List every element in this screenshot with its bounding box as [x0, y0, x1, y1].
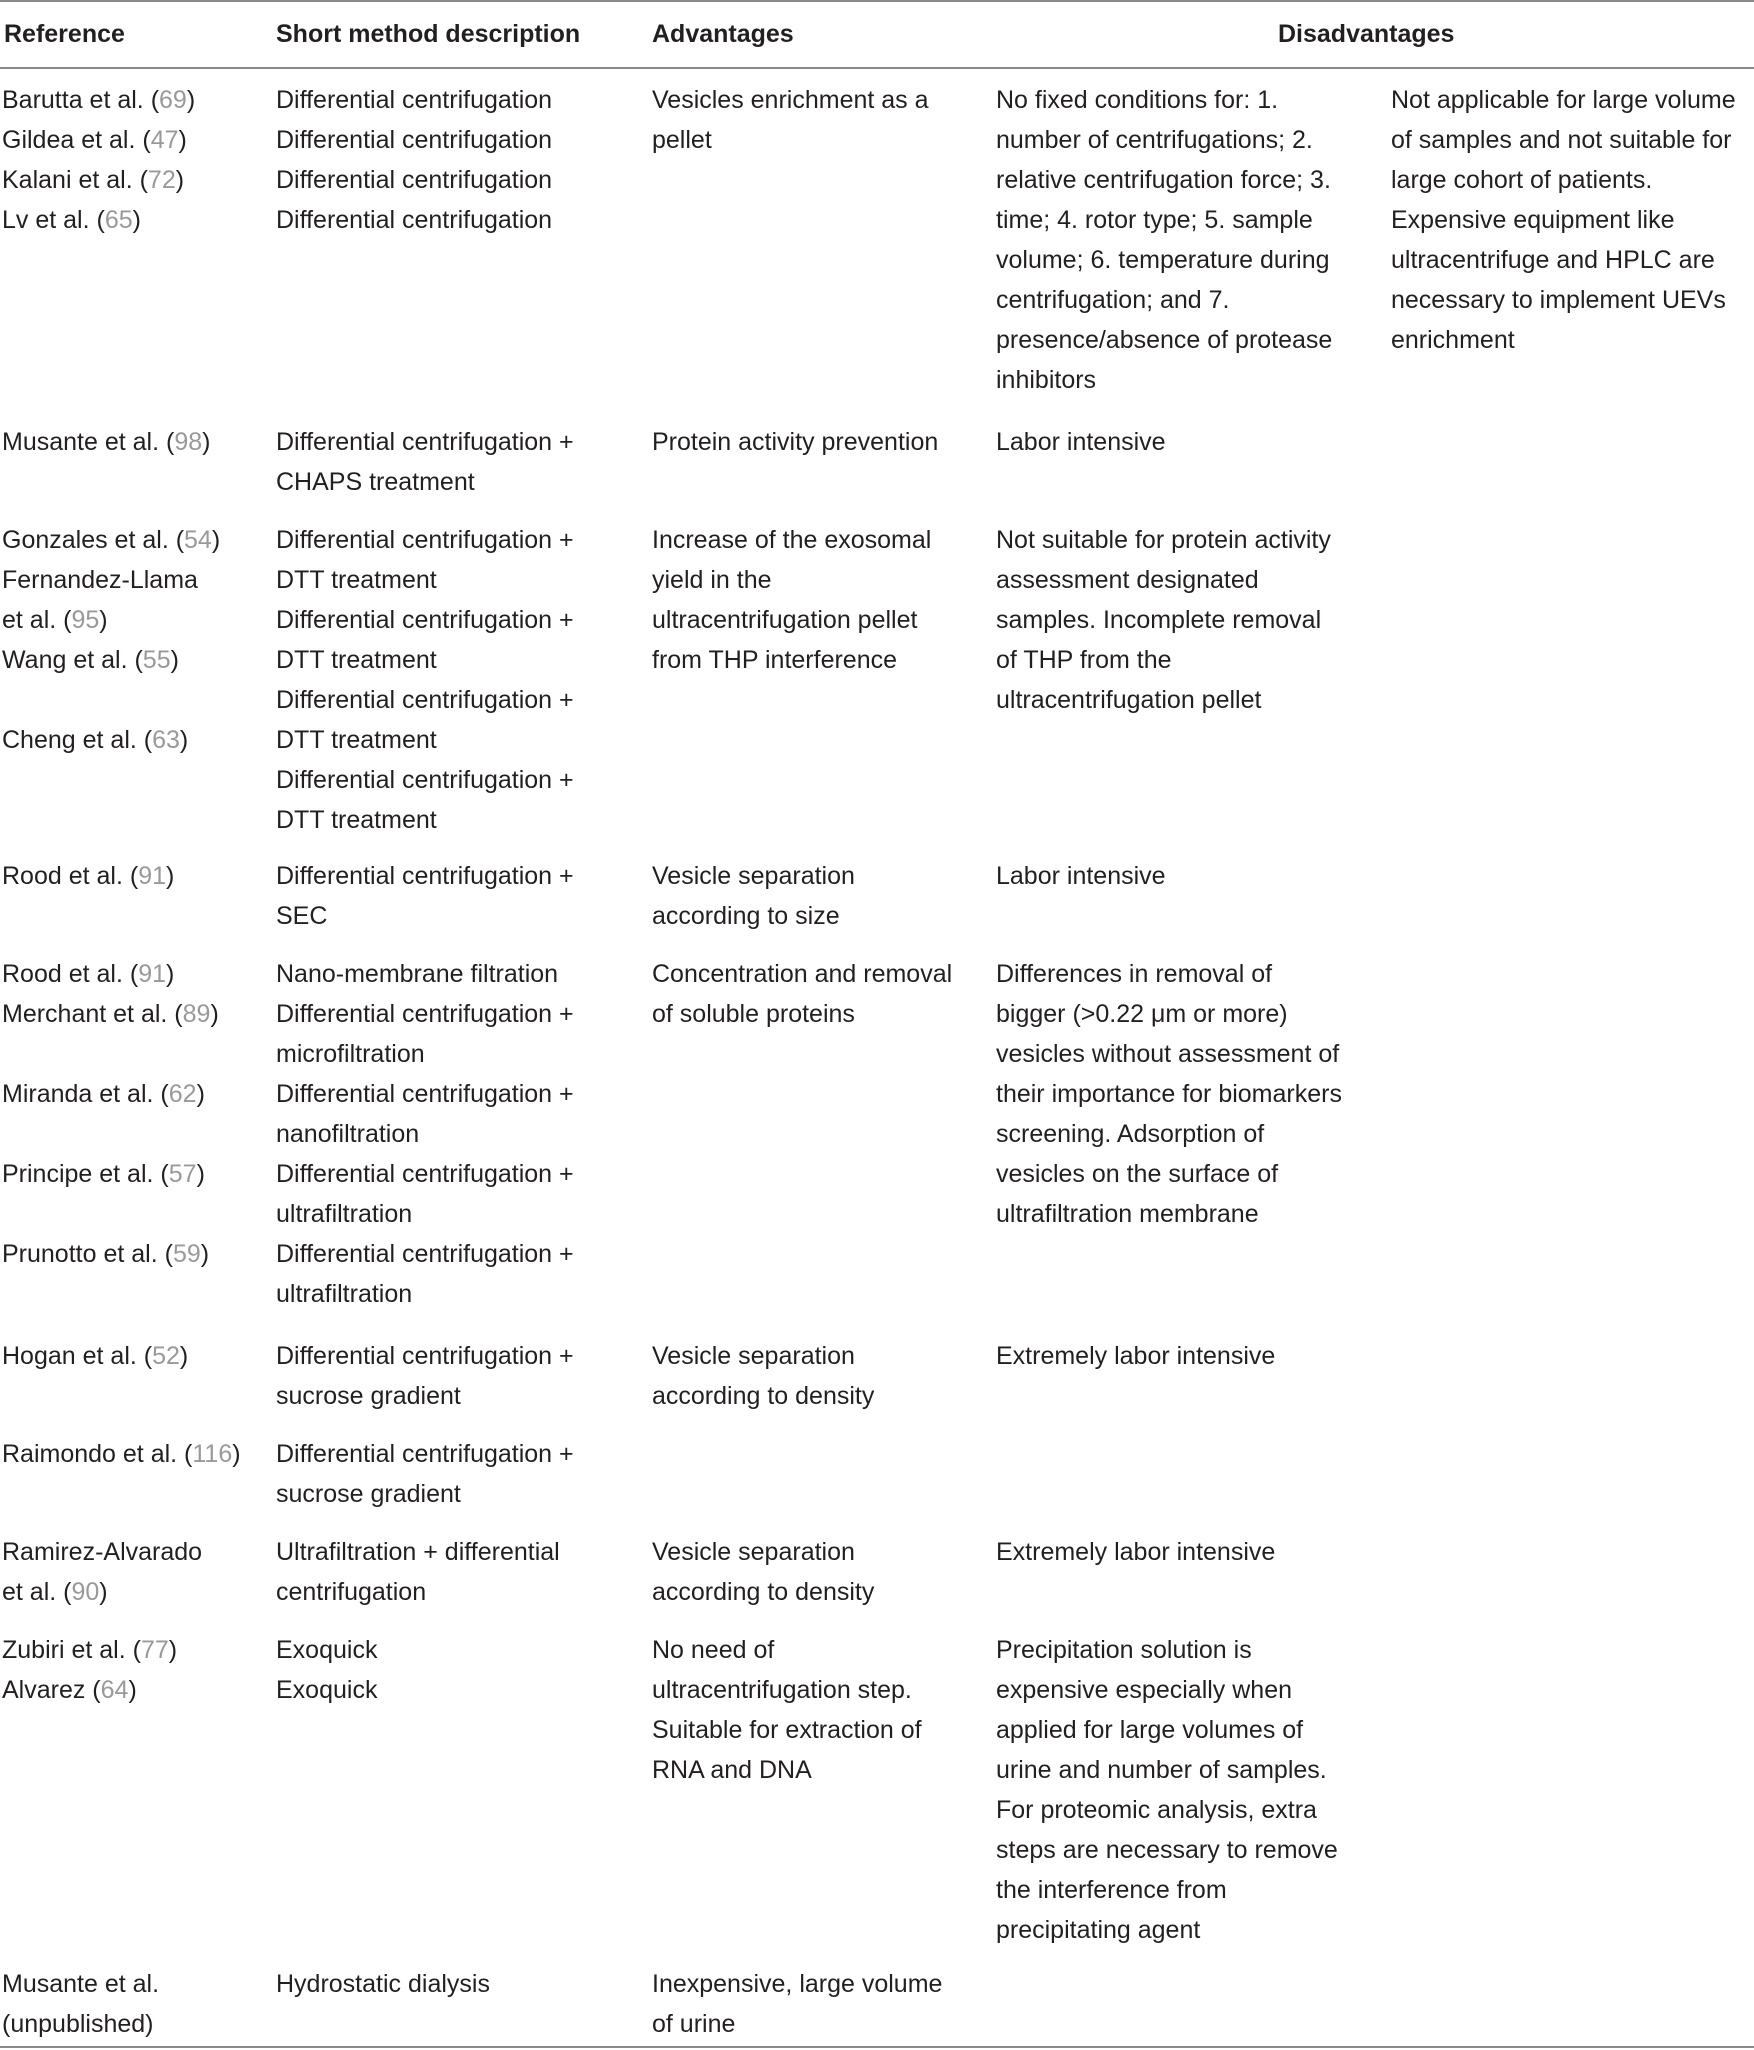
reference-number-link[interactable]: 55	[142, 646, 171, 674]
reference-cell	[2, 520, 220, 560]
reference-cell	[2, 1336, 188, 1376]
reference-cell	[2, 856, 174, 896]
disadv-line: their importance for biomarkers	[996, 1080, 1342, 1108]
disadv-line: assessment designated	[996, 566, 1259, 594]
reference-number-link[interactable]: 72	[147, 166, 176, 194]
header-rule	[0, 67, 1754, 69]
reference-author: Ramirez-Alvarado	[2, 1538, 203, 1566]
disadv2-line: necessary to implement UEVs	[1391, 286, 1726, 314]
reference-number-link[interactable]: 89	[182, 1000, 211, 1028]
reference-close-paren: )	[128, 1676, 137, 1704]
reference-author: Principe et al. (	[2, 1160, 169, 1188]
disadv-line: volume; 6. temperature during	[996, 246, 1330, 274]
reference-cell	[2, 600, 108, 640]
method-line: Differential centrifugation +	[276, 766, 574, 794]
reference-cell	[2, 1630, 177, 1670]
reference-number-link[interactable]: 69	[159, 86, 187, 114]
adv-line: Vesicle separation	[652, 862, 855, 890]
adv-line: Increase of the exosomal	[652, 526, 932, 554]
reference-author: Kalani et al. (	[2, 166, 148, 194]
method-line: Hydrostatic dialysis	[276, 1970, 490, 1998]
reference-author: Raimondo et al. (	[2, 1440, 193, 1468]
method-line: Exoquick	[276, 1636, 378, 1664]
disadv-line: inhibitors	[996, 366, 1097, 394]
method-line: DTT treatment	[276, 646, 437, 674]
reference-close-paren: )	[196, 1080, 205, 1108]
disadv-line: relative centrifugation force; 3.	[996, 166, 1331, 194]
reference-author: Wang et al. (	[2, 646, 143, 674]
disadv2-line: ultracentrifuge and HPLC are	[1391, 246, 1715, 274]
reference-author: (unpublished)	[2, 2010, 154, 2038]
reference-close-paren: )	[202, 428, 211, 456]
adv-line: No need of	[652, 1636, 775, 1664]
reference-number-link[interactable]: 47	[150, 126, 179, 154]
reference-close-paren: )	[166, 862, 175, 890]
disadv-line: screening. Adsorption of	[996, 1120, 1265, 1148]
disadv-line: centrifugation; and 7.	[996, 286, 1230, 314]
reference-number-link[interactable]: 116	[192, 1440, 233, 1468]
reference-cell	[2, 954, 174, 994]
reference-author: Musante et al. (	[2, 428, 175, 456]
method-line: Differential centrifugation +	[276, 686, 574, 714]
disadv-line: Precipitation solution is	[996, 1636, 1252, 1664]
reference-close-paren: )	[166, 960, 175, 988]
reference-cell	[2, 1964, 159, 2004]
disadv-line: applied for large volumes of	[996, 1716, 1304, 1744]
disadv-line: steps are necessary to remove	[996, 1836, 1338, 1864]
disadv-line: Differences in removal of	[996, 960, 1273, 988]
method-line: Differential centrifugation +	[276, 526, 574, 554]
reference-author: Miranda et al. (	[2, 1080, 169, 1108]
disadv-line: Labor intensive	[996, 428, 1166, 456]
disadv-line: vesicles without assessment of	[996, 1040, 1340, 1068]
method-line: CHAPS treatment	[276, 468, 475, 496]
adv-line: pellet	[652, 126, 712, 154]
adv-line: RNA and DNA	[652, 1756, 812, 1784]
reference-cell	[2, 200, 141, 240]
method-line: Differential centrifugation	[276, 206, 553, 234]
reference-cell	[2, 1532, 202, 1572]
disadv2-line: large cohort of patients.	[1391, 166, 1653, 194]
reference-author: Alvarez (	[2, 1676, 101, 1704]
adv-line: Suitable for extraction of	[652, 1716, 922, 1744]
reference-close-paren: )	[179, 1342, 189, 1370]
reference-cell	[2, 422, 210, 462]
header-reference: Reference	[4, 20, 125, 48]
method-line: DTT treatment	[276, 806, 437, 834]
reference-cell	[2, 1572, 108, 1612]
method-line: DTT treatment	[276, 726, 437, 754]
reference-number-link[interactable]: 77	[140, 1636, 169, 1664]
top-rule	[0, 0, 1754, 2]
disadv-line: presence/absence of protease	[996, 326, 1333, 354]
reference-number-link[interactable]: 63	[152, 726, 180, 754]
reference-author: Zubiri et al. (	[2, 1636, 141, 1664]
adv-line: Concentration and removal	[652, 960, 953, 988]
reference-close-paren: )	[99, 606, 108, 634]
adv-line: of urine	[652, 2010, 736, 2038]
method-line: ultrafiltration	[276, 1280, 413, 1308]
method-line: centrifugation	[276, 1578, 427, 1606]
method-line: Ultrafiltration + differential	[276, 1538, 560, 1566]
disadv-line: the interference from	[996, 1876, 1227, 1904]
disadv2-line: Not applicable for large volume	[1391, 86, 1736, 114]
header-advantages: Advantages	[652, 20, 794, 48]
disadv-line: expensive especially when	[996, 1676, 1293, 1704]
reference-close-paren: )	[170, 646, 179, 674]
adv-line: of soluble proteins	[652, 1000, 855, 1028]
method-line: Differential centrifugation +	[276, 1342, 574, 1370]
reference-close-paren: )	[196, 1160, 205, 1188]
reference-close-paren: )	[179, 726, 189, 754]
adv-line: yield in the	[652, 566, 772, 594]
reference-author: Fernandez-Llama	[2, 566, 198, 594]
disadv-line: ultracentrifugation pellet	[996, 686, 1262, 714]
adv-line: ultracentrifugation step.	[652, 1676, 912, 1704]
adv-line: Protein activity prevention	[652, 428, 939, 456]
reference-author: Gonzales et al. (	[2, 526, 185, 554]
adv-line: Inexpensive, large volume	[652, 1970, 943, 1998]
method-line: sucrose gradient	[276, 1382, 461, 1410]
reference-cell	[2, 120, 187, 160]
reference-author: Lv et al. (	[2, 206, 105, 234]
reference-close-paren: )	[232, 1440, 241, 1468]
header-method: Short method description	[276, 20, 581, 48]
reference-author: Hogan et al. (	[2, 1342, 153, 1370]
reference-close-paren: )	[168, 1636, 178, 1664]
reference-number-link[interactable]: 98	[174, 428, 203, 456]
reference-author: Gildea et al. (	[2, 126, 151, 154]
adv-line: ultracentrifugation pellet	[652, 606, 918, 634]
disadv-line: Labor intensive	[996, 862, 1166, 890]
reference-cell	[2, 720, 188, 760]
reference-number-link[interactable]: 64	[100, 1676, 129, 1704]
adv-line: according to density	[652, 1578, 875, 1606]
reference-close-paren: )	[211, 526, 221, 554]
reference-author: Merchant et al. (	[2, 1000, 183, 1028]
disadv-line: vesicles on the surface of	[996, 1160, 1279, 1188]
disadv-line: ultrafiltration membrane	[996, 1200, 1259, 1228]
disadv-line: bigger (>0.22 μm or more)	[996, 1000, 1288, 1028]
reference-close-paren: )	[132, 206, 141, 234]
reference-author: Cheng et al. (	[2, 726, 153, 754]
reference-cell	[2, 1234, 209, 1274]
method-line: Differential centrifugation +	[276, 1000, 574, 1028]
adv-line: Vesicles enrichment as a	[652, 86, 929, 114]
disadv-line: Extremely labor intensive	[996, 1538, 1276, 1566]
reference-number-link[interactable]: 52	[152, 1342, 180, 1370]
reference-author: Musante et al.	[2, 1970, 160, 1998]
method-line: Differential centrifugation +	[276, 606, 574, 634]
adv-line: according to size	[652, 902, 840, 930]
disadv-line: No fixed conditions for: 1.	[996, 86, 1279, 114]
method-line: Differential centrifugation +	[276, 1440, 574, 1468]
adv-line: according to density	[652, 1382, 875, 1410]
reference-author: et al. (	[2, 606, 72, 634]
method-line: ultrafiltration	[276, 1200, 413, 1228]
method-line: Exoquick	[276, 1676, 378, 1704]
reference-close-paren: )	[186, 86, 196, 114]
reference-cell	[2, 994, 219, 1034]
reference-close-paren: )	[210, 1000, 219, 1028]
method-line: Differential centrifugation	[276, 86, 553, 114]
method-line: microfiltration	[276, 1040, 425, 1068]
reference-close-paren: )	[178, 126, 187, 154]
method-line: Differential centrifugation +	[276, 428, 574, 456]
disadv-line: Not suitable for protein activity	[996, 526, 1331, 554]
disadv-line: samples. Incomplete removal	[996, 606, 1322, 634]
reference-author: Rood et al. (	[2, 862, 139, 890]
reference-number-link[interactable]: 59	[172, 1240, 201, 1268]
disadv-line: precipitating agent	[996, 1916, 1201, 1944]
disadv-line: For proteomic analysis, extra	[996, 1796, 1317, 1824]
reference-author: Prunotto et al. (	[2, 1240, 173, 1268]
method-line: Differential centrifugation +	[276, 1240, 574, 1268]
reference-number-link[interactable]: 90	[71, 1578, 100, 1606]
reference-number-link[interactable]: 91	[138, 862, 166, 890]
reference-close-paren: )	[99, 1578, 108, 1606]
method-line: Differential centrifugation +	[276, 1160, 574, 1188]
disadv-line: number of centrifugations; 2.	[996, 126, 1313, 154]
method-line: SEC	[276, 902, 328, 930]
reference-close-paren: )	[200, 1240, 210, 1268]
reference-author: et al. (	[2, 1578, 72, 1606]
reference-cell	[2, 2004, 154, 2044]
disadv-line: of THP from the	[996, 646, 1172, 674]
disadv-line: urine and number of samples.	[996, 1756, 1327, 1784]
reference-number-link[interactable]: 65	[104, 206, 133, 234]
disadv-line: time; 4. rotor type; 5. sample	[996, 206, 1313, 234]
reference-number-link[interactable]: 62	[168, 1080, 197, 1108]
method-line: nanofiltration	[276, 1120, 420, 1148]
method-line: Differential centrifugation	[276, 166, 553, 194]
reference-cell	[2, 1670, 137, 1710]
adv-line: Vesicle separation	[652, 1342, 855, 1370]
adv-line: Vesicle separation	[652, 1538, 855, 1566]
method-line: Differential centrifugation +	[276, 1080, 574, 1108]
method-line: DTT treatment	[276, 566, 437, 594]
adv-line: from THP interference	[652, 646, 898, 674]
reference-cell	[2, 1154, 205, 1194]
reference-close-paren: )	[175, 166, 185, 194]
method-line: Nano-membrane filtration	[276, 960, 559, 988]
method-line: Differential centrifugation	[276, 126, 553, 154]
reference-cell	[2, 560, 198, 600]
reference-number-link[interactable]: 91	[138, 960, 166, 988]
method-line: Differential centrifugation +	[276, 862, 574, 890]
header-disadvantages: Disadvantages	[1278, 20, 1455, 48]
reference-author: Rood et al. (	[2, 960, 139, 988]
reference-number-link[interactable]: 95	[71, 606, 100, 634]
disadv2-line: of samples and not suitable for	[1391, 126, 1732, 154]
reference-number-link[interactable]: 54	[184, 526, 212, 554]
reference-cell	[2, 80, 195, 120]
reference-author: Barutta et al. (	[2, 86, 160, 114]
disadv-line: Extremely labor intensive	[996, 1342, 1276, 1370]
reference-number-link[interactable]: 57	[168, 1160, 197, 1188]
reference-cell	[2, 640, 179, 680]
bottom-rule	[0, 2046, 1754, 2048]
method-line: sucrose gradient	[276, 1480, 461, 1508]
reference-cell	[2, 1434, 241, 1474]
disadv2-line: enrichment	[1391, 326, 1515, 354]
reference-cell	[2, 1074, 205, 1114]
disadv2-line: Expensive equipment like	[1391, 206, 1675, 234]
reference-cell	[2, 160, 184, 200]
